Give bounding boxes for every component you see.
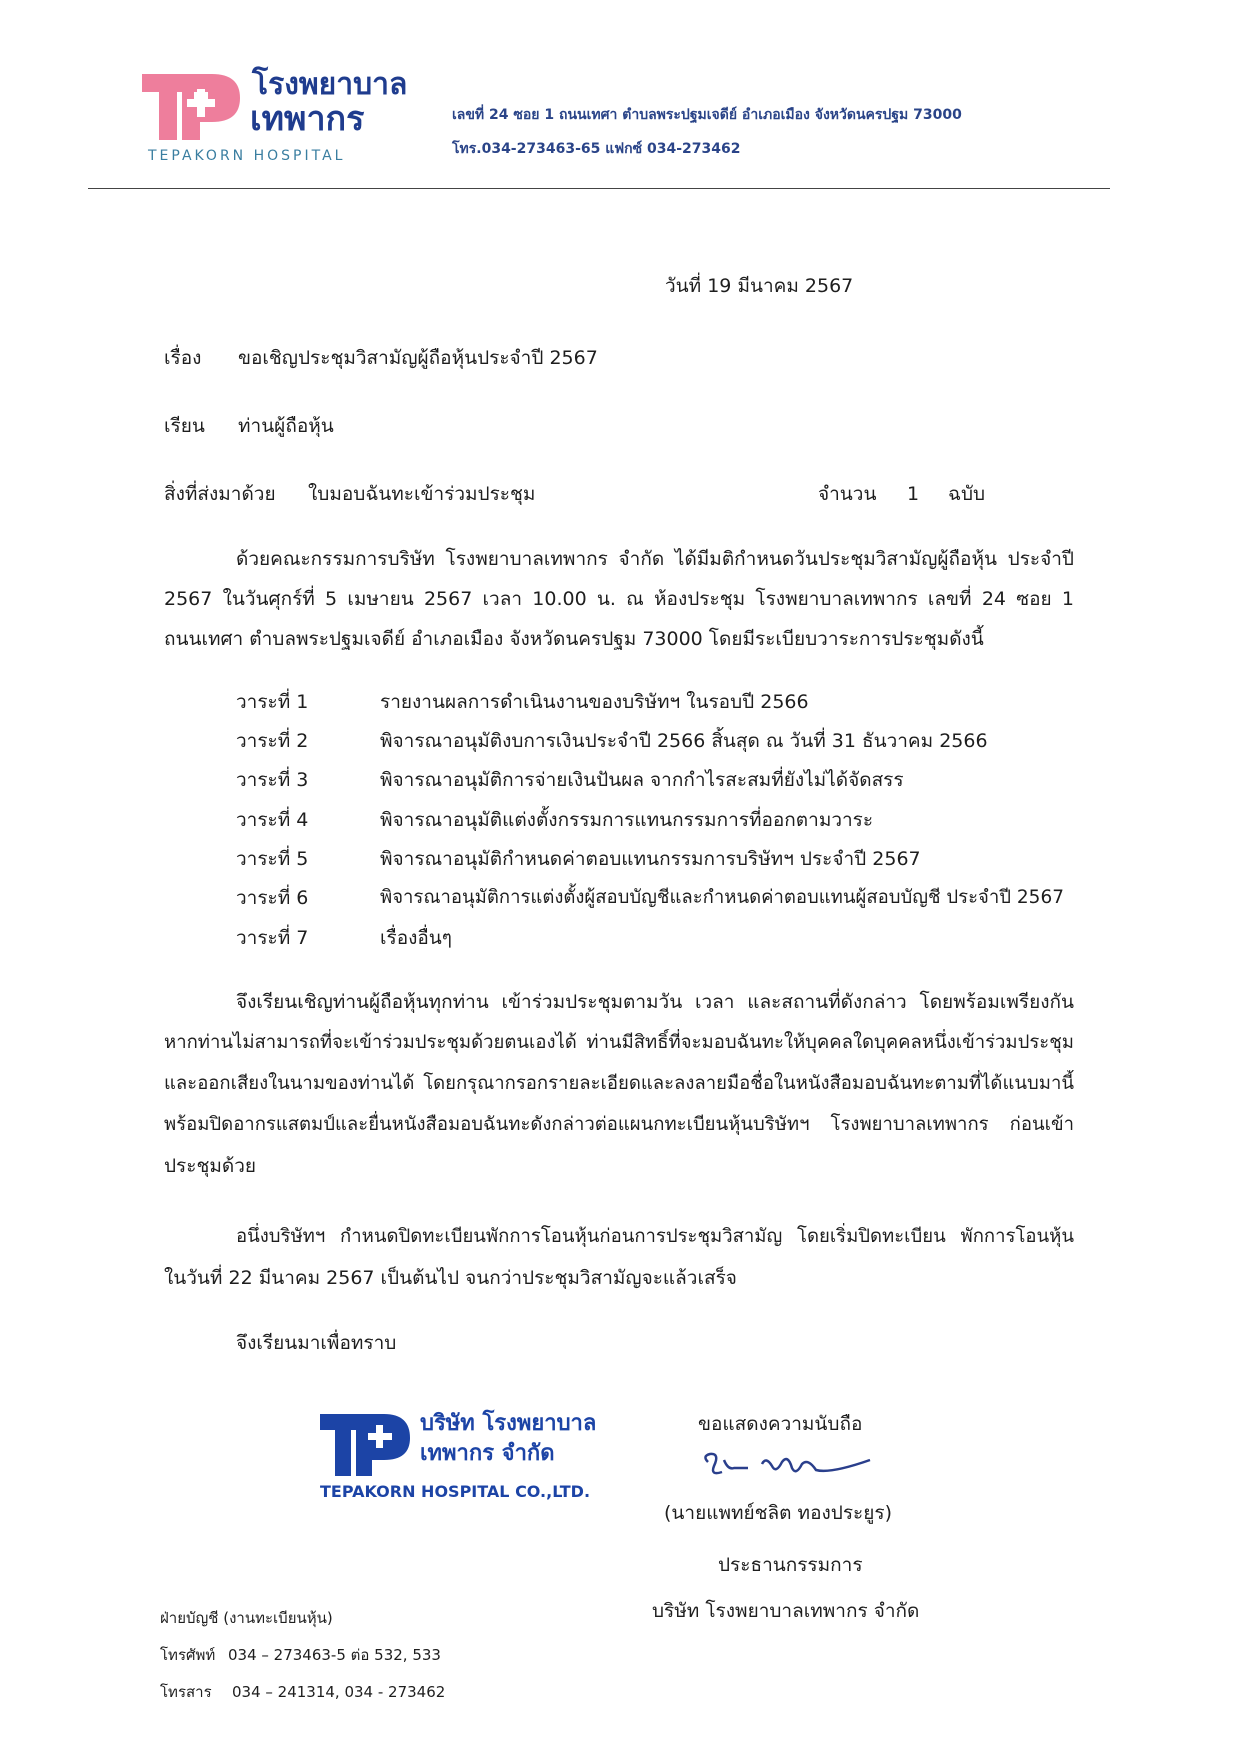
paragraph2-line3: และออกเสียงในนามของท่านได้ โดยกรุณากรอกรายละเอียดและลงลายมือชื่อในหนังสือมอบฉันทะตามที่ได้แนบมานี้	[164, 1073, 1074, 1094]
footer-fax: 034 – 241314, 034 - 273462	[232, 1683, 446, 1701]
enclosure-qty: 1	[907, 483, 920, 505]
paragraph2-line1: จึงเรียนเชิญท่านผู้ถือหุ้นทุกท่าน เข้าร่วมประชุมตามวัน เวลา และสถานที่ดังกล่าว โดยพร้อมเพรียงกัน	[236, 991, 1074, 1013]
enclosure-text: ใบมอบฉันทะเข้าร่วมประชุม	[308, 483, 536, 505]
agenda-item-6-label: วาระที่ 6	[236, 887, 309, 909]
signer-company: บริษัท โรงพยาบาลเทพากร จำกัด	[652, 1600, 920, 1622]
signer-position: ประธานกรรมการ	[718, 1554, 863, 1576]
company-stamp	[320, 1408, 600, 1508]
letterhead	[0, 0, 1240, 200]
agenda-item-2-text: พิจารณาอนุมัติงบการเงินประจำปี 2566 สิ้นสุด ณ วันที่ 31 ธันวาคม 2566	[380, 730, 988, 752]
regards-text: ขอแสดงความนับถือ	[698, 1413, 863, 1435]
enclosure-unit: ฉบับ	[948, 483, 986, 505]
agenda-item-3-text: พิจารณาอนุมัติการจ่ายเงินปันผล จากกำไรสะสมที่ยังไม่ได้จัดสรร	[380, 769, 904, 791]
footer-fax-label: โทรสาร	[160, 1683, 212, 1701]
agenda-item-7-label: วาระที่ 7	[236, 927, 309, 949]
agenda-item-5-label: วาระที่ 5	[236, 848, 309, 870]
handwritten-signature	[700, 1448, 880, 1488]
enclosure-qty-label: จำนวน	[818, 483, 877, 505]
closing-text: จึงเรียนมาเพื่อทราบ	[236, 1332, 397, 1354]
paragraph2-line4: พร้อมปิดอากรแสตมป์และยื่นหนังสือมอบฉันทะดังกล่าวต่อแผนกทะเบียนหุ้นบริษัทฯ โรงพยาบาลเทพากร ก่อนเข้า	[164, 1114, 1074, 1135]
footer-phone-label: โทรศัพท์	[160, 1646, 216, 1664]
agenda-item-1-text: รายงานผลการดำเนินงานของบริษัทฯ ในรอบปี 2566	[380, 691, 809, 713]
paragraph3-line1: อนึ่งบริษัทฯ กำหนดปิดทะเบียนพักการโอนหุ้นก่อนการประชุมวิสามัญ โดยเริ่มปิดทะเบียน พักการโอนหุ้น	[236, 1226, 1074, 1247]
subject-text: ขอเชิญประชุมวิสามัญผู้ถือหุ้นประจำปี 2567	[238, 347, 598, 369]
letterhead-phone: โทร.034-273463-65 แฟกซ์ 034-273462	[452, 141, 741, 157]
agenda-item-7-text: เรื่องอื่นๆ	[380, 927, 452, 949]
agenda-item-4-text: พิจารณาอนุมัติแต่งตั้งกรรมการแทนกรรมการที่ออกตามวาระ	[380, 809, 874, 831]
paragraph2-line5: ประชุมด้วย	[164, 1155, 257, 1177]
subject-label: เรื่อง	[164, 347, 202, 369]
letter-date: วันที่ 19 มีนาคม 2567	[665, 275, 854, 297]
footer-phone: 034 – 273463-5 ต่อ 532, 533	[228, 1646, 441, 1664]
paragraph1-line1: ด้วยคณะกรรมการบริษัท โรงพยาบาลเทพากร จำกัด ได้มีมติกำหนดวันประชุมวิสามัญผู้ถือหุ้น ประจำปี	[236, 548, 1074, 570]
to-text: ท่านผู้ถือหุ้น	[238, 415, 334, 437]
paragraph2-line2: หากท่านไม่สามารถที่จะเข้าร่วมประชุมด้วยตนเองได้ ท่านมีสิทธิ์ที่จะมอบฉันทะให้บุคคลใดบุคคลหนึ่งเข้าร่วมประชุม	[164, 1032, 1074, 1053]
agenda-item-2-label: วาระที่ 2	[236, 730, 309, 752]
agenda-item-4-label: วาระที่ 4	[236, 809, 309, 831]
signer-name: (นายแพทย์ชลิต ทองประยูร)	[664, 1502, 892, 1524]
enclosure-label: สิ่งที่ส่งมาด้วย	[164, 483, 276, 505]
stamp-name-line1: บริษัท โรงพยาบาล	[420, 1411, 597, 1436]
stamp-logo	[320, 1412, 412, 1478]
stamp-name-line2: เทพากร จำกัด	[420, 1441, 555, 1466]
paragraph1-line3: ถนนเทศา ตำบลพระปฐมเจดีย์ อำเภอเมือง จังหวัดนครปฐม 73000 โดยมีระเบียบวาระการประชุมดังนี้	[164, 628, 984, 650]
agenda-item-6-text: พิจารณาอนุมัติการแต่งตั้งผู้สอบบัญชีและกำหนดค่าตอบแทนผู้สอบบัญชี ประจำปี 2567	[380, 887, 1064, 908]
letterhead-name-line1: โรงพยาบาล	[252, 67, 408, 102]
letterhead-name-line2: เทพากร	[250, 99, 365, 139]
agenda-item-1-label: วาระที่ 1	[236, 691, 309, 713]
letterhead-divider	[88, 188, 1110, 189]
paragraph1-line2: 2567 ในวันศุกร์ที่ 5 เมษายน 2567 เวลา 10.00 น. ณ ห้องประชุม โรงพยาบาลเทพากร เลขที่ 24 ซอย 1	[164, 588, 1074, 610]
footer-department: ฝ่ายบัญชี (งานทะเบียนหุ้น)	[160, 1609, 333, 1627]
stamp-name-en: TEPAKORN HOSPITAL CO.,LTD.	[320, 1482, 591, 1501]
to-label: เรียน	[164, 415, 205, 437]
agenda-item-5-text: พิจารณาอนุมัติกำหนดค่าตอบแทนกรรมการบริษัทฯ ประจำปี 2567	[380, 848, 921, 870]
agenda-item-3-label: วาระที่ 3	[236, 769, 309, 791]
paragraph3-line2: ในวันที่ 22 มีนาคม 2567 เป็นต้นไป จนกว่าประชุมวิสามัญจะแล้วเสร็จ	[164, 1267, 737, 1289]
letterhead-name-en: TEPAKORN HOSPITAL	[148, 148, 346, 164]
letterhead-address: เลขที่ 24 ซอย 1 ถนนเทศา ตำบลพระปฐมเจดีย์ อำเภอเมือง จังหวัดนครปฐม 73000	[452, 107, 962, 123]
hospital-logo	[142, 70, 242, 142]
